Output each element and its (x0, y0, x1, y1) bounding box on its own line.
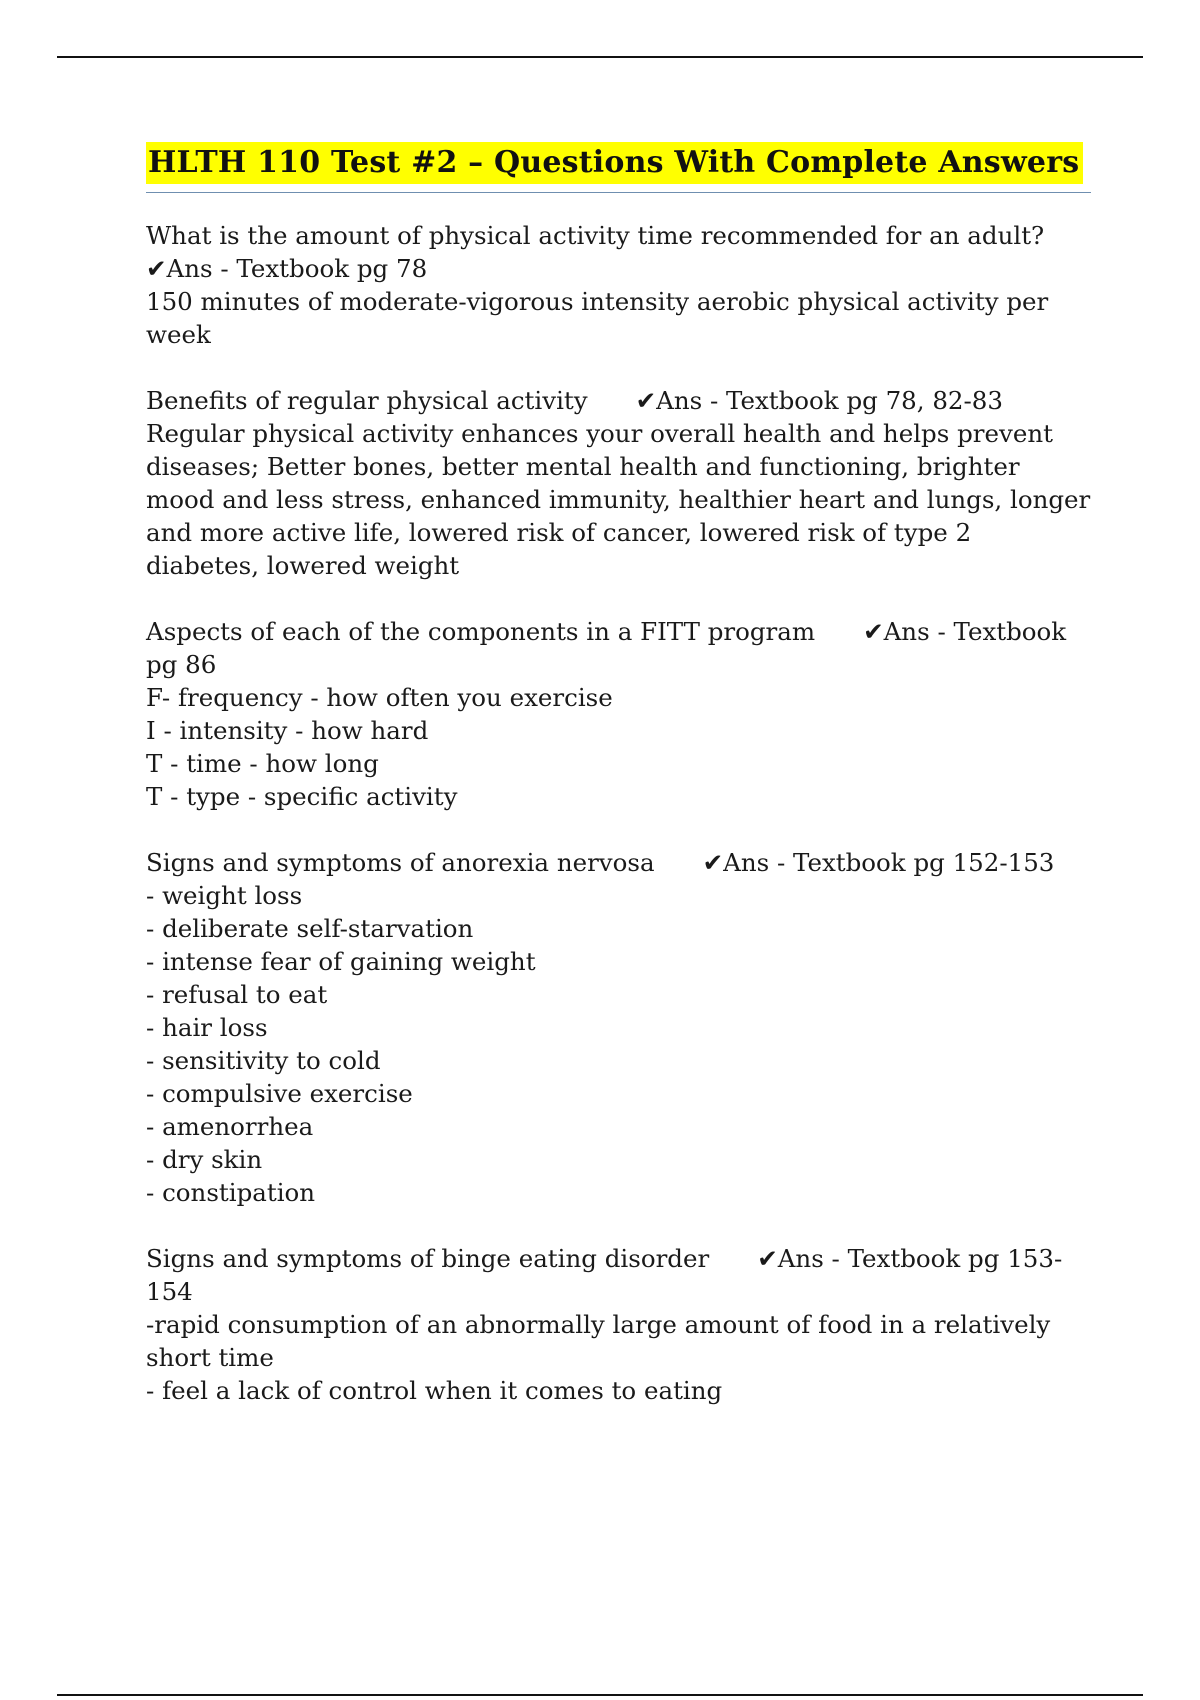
header-rule (57, 56, 1143, 58)
question-line (146, 219, 1091, 252)
answer-line: 150 minutes of moderate-vigorous intensity aerobic physical activity per week (146, 287, 1049, 349)
answer-line: - refusal to eat (146, 980, 328, 1009)
question-text: Benefits of regular physical activity (146, 386, 588, 415)
answer-line: - constipation (146, 1178, 316, 1207)
question-text: What is the amount of physical activity time recommended for an adult? (146, 221, 1045, 250)
answer-line: - amenorrhea (146, 1112, 314, 1141)
answer-marker: ✔Ans - Textbook pg 152-153 (702, 848, 1055, 877)
question-line (146, 1242, 1091, 1308)
answer-line: - dry skin (146, 1145, 263, 1174)
answer-line: - deliberate self-starvation (146, 914, 474, 943)
document-body (146, 142, 1091, 1440)
answer-line: Regular physical activity enhances your overall health and helps prevent diseases; Better bones, better mental health and functioning, brighter mood and less stress, enhanced immunity, healthier heart and lungs, longer and more active life, lowered risk of cancer, lowered risk of type 2 diabetes, lowered weight (146, 419, 1091, 580)
answer-line: T - type - specific activity (146, 782, 458, 811)
answer-line: T - time - how long (146, 749, 379, 778)
answer-line: - compulsive exercise (146, 1079, 413, 1108)
answer-marker: ✔Ans - Textbook pg 78 (146, 254, 428, 283)
question-text: Signs and symptoms of anorexia nervosa (146, 848, 655, 877)
answer-marker-line (146, 252, 1091, 285)
question-text: Aspects of each of the components in a FITT program (146, 617, 816, 646)
footer-rule (57, 1694, 1143, 1696)
answer-marker: ✔Ans - Textbook pg 78, 82-83 (635, 386, 1003, 415)
qa-item (146, 615, 1091, 813)
qa-item (146, 846, 1091, 1209)
question-line (146, 384, 1091, 417)
question-line (146, 846, 1091, 879)
answer-line: - feel a lack of control when it comes to eating (146, 1376, 723, 1405)
answer-line: - intense fear of gaining weight (146, 947, 536, 976)
title-block (146, 142, 1091, 193)
qa-item (146, 1242, 1091, 1407)
answer-line: F- frequency - how often you exercise (146, 683, 613, 712)
answer-marker: ✔Ans - Textbook pg 153-154 (146, 1244, 1063, 1306)
answer-line: - hair loss (146, 1013, 268, 1042)
qa-item (146, 219, 1091, 351)
qa-item (146, 384, 1091, 582)
question-text: Signs and symptoms of binge eating disorder (146, 1244, 710, 1273)
answer-line: I - intensity - how hard (146, 716, 429, 745)
answer-line: - weight loss (146, 881, 303, 910)
answer-marker: ✔Ans - Textbook pg 86 (146, 617, 1067, 679)
answer-line: -rapid consumption of an abnormally large amount of food in a relatively short time (146, 1310, 1051, 1372)
document-title: HLTH 110 Test #2 – Questions With Complete Answers (146, 142, 1083, 184)
question-line (146, 615, 1091, 681)
answer-line: - sensitivity to cold (146, 1046, 381, 1075)
